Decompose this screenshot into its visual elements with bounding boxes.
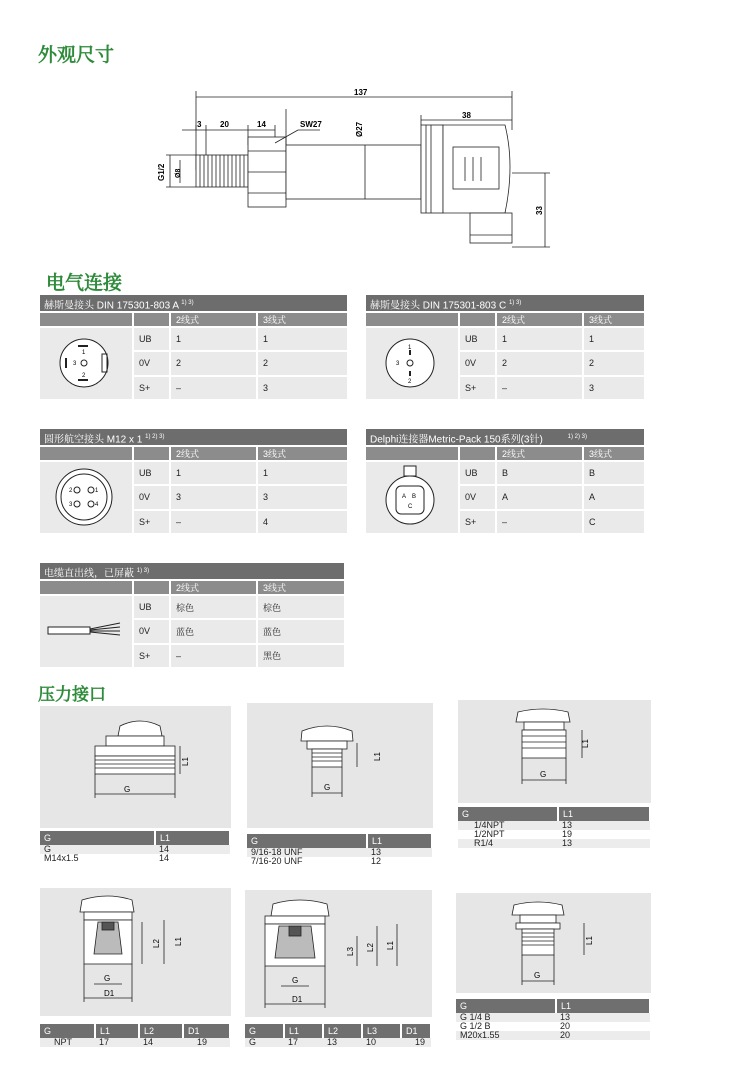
- header-l3: L3: [362, 1024, 401, 1038]
- pin-3: 3: [396, 361, 400, 367]
- hirschmann-c-header: [366, 295, 644, 311]
- row-label: S+: [134, 377, 169, 399]
- pin-1: 1: [408, 345, 412, 351]
- cell: 13: [323, 1038, 362, 1047]
- cell: 9/16-18 UNF: [247, 848, 367, 857]
- dim-sw27: SW27: [300, 120, 322, 129]
- cell: C: [584, 511, 644, 533]
- pressure-drawing-2: [247, 703, 433, 828]
- cell: 13: [558, 821, 650, 830]
- hirschmann-c-table: [364, 311, 646, 401]
- cable-drawing: [40, 596, 132, 667]
- cell: M20x1.55: [456, 1031, 556, 1040]
- pressure-table-6: [456, 999, 651, 1040]
- pressure-drawing-4: [40, 888, 231, 1016]
- row-label: S+: [134, 645, 169, 667]
- pressure-drawing-3: [458, 700, 651, 803]
- cell: 10: [362, 1038, 401, 1047]
- dim-g12: G1/2: [157, 163, 166, 181]
- pressure-table-2: [247, 834, 433, 866]
- hirschmann-a-pinout: [40, 328, 132, 399]
- header-l2: L2: [139, 1024, 183, 1038]
- cell: 20: [556, 1031, 650, 1040]
- cable-header: [40, 563, 344, 579]
- pressure-heading: 压力接口: [38, 685, 106, 704]
- header-d1: D1: [401, 1024, 431, 1038]
- header-l1: L1: [95, 1024, 139, 1038]
- header-g: G: [245, 1024, 284, 1038]
- label-d1: D1: [104, 989, 115, 998]
- cell: 2: [171, 352, 256, 374]
- delphi-pinout: [366, 462, 458, 533]
- cell: 13: [558, 839, 650, 848]
- pressure-table-1: [40, 831, 231, 863]
- cell: G: [245, 1038, 284, 1047]
- dim-38: 38: [462, 111, 471, 120]
- cell: 13: [556, 1013, 650, 1022]
- cable-sup: 1) 3): [136, 568, 150, 574]
- pressure-drawing-5: [245, 890, 432, 1017]
- row-label: 0V: [134, 620, 169, 642]
- label-l2: L2: [152, 939, 161, 948]
- row-label: 0V: [460, 486, 495, 508]
- col-2wire: 2线式: [497, 447, 582, 460]
- cell: 14: [155, 845, 230, 854]
- pressure-table-4: [40, 1024, 231, 1047]
- hirschmann-c-sup: 1) 3): [508, 300, 522, 306]
- hirschmann-a-sup: 1) 3): [181, 300, 194, 306]
- cell: –: [171, 645, 256, 667]
- pin-2: 2: [408, 379, 412, 385]
- label-l2: L2: [366, 943, 375, 952]
- cell: B: [497, 462, 582, 484]
- cell: –: [497, 377, 582, 399]
- cell: –: [497, 511, 582, 533]
- cell: 蓝色: [258, 620, 344, 642]
- label-d1: D1: [292, 995, 303, 1004]
- pin-a: A: [402, 494, 407, 500]
- cell: G 1/4 B: [456, 1013, 556, 1022]
- pin-1: 1: [95, 488, 99, 494]
- pin-4: 4: [95, 502, 99, 508]
- cell: 14: [139, 1038, 183, 1047]
- row-label: UB: [134, 462, 169, 484]
- label-g: G: [324, 783, 331, 792]
- delphi-header: [366, 429, 644, 445]
- cell: 17: [284, 1038, 323, 1047]
- cell: 1: [258, 328, 347, 350]
- label-l1: L1: [181, 757, 190, 766]
- cell: 4: [258, 511, 347, 533]
- row-label: 0V: [460, 352, 495, 374]
- cell: A: [584, 486, 644, 508]
- header-d1: D1: [183, 1024, 230, 1038]
- cell: –: [171, 377, 256, 399]
- m12-table: [38, 445, 349, 535]
- pressure-drawing-6: [456, 893, 651, 993]
- header-g: G: [40, 1024, 95, 1038]
- label-l1: L1: [174, 937, 183, 946]
- dim-dia8: Ø8: [175, 168, 182, 178]
- cable-table: [38, 579, 346, 669]
- col-3wire: 3线式: [584, 313, 644, 326]
- cell: 3: [258, 486, 347, 508]
- row-label: S+: [460, 511, 495, 533]
- cell: 3: [584, 377, 644, 399]
- col-3wire: 3线式: [258, 447, 347, 460]
- pressure-table-5: [245, 1024, 432, 1047]
- cell: G 1/2 B: [456, 1022, 556, 1031]
- cell: A: [497, 486, 582, 508]
- delphi-title: Delphi连接器Metric-Pack 150系列(3针): [370, 434, 543, 446]
- pin-2: 2: [82, 373, 86, 379]
- row-label: S+: [134, 511, 169, 533]
- pin-2: 2: [69, 488, 73, 494]
- cell: 1: [171, 462, 256, 484]
- cell: 1/2NPT: [458, 830, 558, 839]
- header-l1: L1: [556, 999, 650, 1013]
- label-l1: L1: [585, 936, 594, 945]
- row-label: S+: [460, 377, 495, 399]
- electrical-heading: 电气连接: [46, 273, 123, 294]
- row-label: UB: [460, 328, 495, 350]
- dim-137: 137: [354, 88, 368, 97]
- pin-c: C: [408, 504, 413, 510]
- label-g: G: [540, 770, 547, 779]
- cell: 1: [171, 328, 256, 350]
- row-label: UB: [134, 596, 169, 618]
- pressure-drawing-1: [40, 706, 231, 828]
- m12-pinout: [40, 462, 132, 533]
- label-g: G: [104, 974, 111, 983]
- cell: 1: [584, 328, 644, 350]
- cell: 2: [258, 352, 347, 374]
- cell: 12: [367, 857, 432, 866]
- pin-1: 1: [82, 350, 86, 356]
- col-2wire: 2线式: [171, 313, 256, 326]
- delphi-table: [364, 445, 646, 535]
- label-l1: L1: [386, 941, 395, 950]
- pin-b: B: [412, 494, 417, 500]
- hirschmann-a-title: 赫斯曼接头 DIN 175301-803 A: [44, 300, 179, 312]
- header-l2: L2: [323, 1024, 362, 1038]
- label-g: G: [124, 785, 131, 794]
- header-l1: L1: [367, 834, 432, 848]
- label-l1: L1: [581, 739, 590, 748]
- hirschmann-a-header: [40, 295, 347, 311]
- cell: 17: [95, 1038, 139, 1047]
- cell: NPT: [40, 1038, 95, 1047]
- row-label: UB: [134, 328, 169, 350]
- cell: 2: [584, 352, 644, 374]
- cell: 20: [556, 1022, 650, 1031]
- cell: 黑色: [258, 645, 344, 667]
- cell: 1: [497, 328, 582, 350]
- hirschmann-c-title: 赫斯曼接头 DIN 175301-803 C: [370, 300, 507, 312]
- cell: G: [40, 845, 155, 854]
- row-label: 0V: [134, 352, 169, 374]
- cell: 13: [367, 848, 432, 857]
- pin-3: 3: [69, 502, 73, 508]
- header-g: G: [458, 807, 558, 821]
- cell: 19: [183, 1038, 230, 1047]
- pressure-table-3: [458, 807, 651, 848]
- dim-33: 33: [535, 206, 544, 215]
- cell: 棕色: [258, 596, 344, 618]
- header-l1: L1: [284, 1024, 323, 1038]
- m12-title: 圆形航空接头 M12 x 1: [44, 434, 143, 446]
- cell: 棕色: [171, 596, 256, 618]
- cell: 14: [155, 854, 230, 863]
- header-g: G: [456, 999, 556, 1013]
- row-label: UB: [460, 462, 495, 484]
- cell: –: [171, 511, 256, 533]
- hirschmann-c-pinout: [366, 328, 458, 399]
- row-label: 0V: [134, 486, 169, 508]
- cable-title: 电缆直出线，已屏蔽: [44, 568, 134, 580]
- cell: M14x1.5: [40, 854, 155, 863]
- cell: 2: [497, 352, 582, 374]
- dim-14: 14: [257, 120, 266, 129]
- col-3wire: 3线式: [584, 447, 644, 460]
- cell: 蓝色: [171, 620, 256, 642]
- delphi-sup: 1) 2) 3): [567, 434, 587, 440]
- dim-dia27: Ø27: [355, 121, 364, 137]
- m12-sup: 1) 2) 3): [145, 434, 165, 440]
- dimension-drawing: [150, 85, 570, 255]
- dim-20: 20: [220, 120, 229, 129]
- col-3wire: 3线式: [258, 581, 344, 594]
- label-l3: L3: [346, 947, 355, 956]
- label-l1: L1: [373, 752, 382, 761]
- cell: 19: [558, 830, 650, 839]
- cell: 1: [258, 462, 347, 484]
- cell: R1/4: [458, 839, 558, 848]
- cell: B: [584, 462, 644, 484]
- col-3wire: 3线式: [258, 313, 347, 326]
- col-2wire: 2线式: [497, 313, 582, 326]
- col-2wire: 2线式: [171, 581, 256, 594]
- header-l1: L1: [155, 831, 230, 845]
- m12-header: [40, 429, 347, 445]
- dim-3: 3: [197, 120, 202, 129]
- label-g: G: [292, 976, 299, 985]
- cell: 7/16-20 UNF: [247, 857, 367, 866]
- header-g: G: [40, 831, 155, 845]
- col-2wire: 2线式: [171, 447, 256, 460]
- cell: 3: [171, 486, 256, 508]
- header-g: G: [247, 834, 367, 848]
- hirschmann-a-table: [38, 311, 349, 401]
- label-g: G: [534, 971, 541, 980]
- cell: 3: [258, 377, 347, 399]
- cell: 19: [401, 1038, 431, 1047]
- pin-3: 3: [73, 361, 77, 367]
- dimensions-heading: 外观尺寸: [38, 45, 115, 66]
- cell: 1/4NPT: [458, 821, 558, 830]
- header-l1: L1: [558, 807, 650, 821]
